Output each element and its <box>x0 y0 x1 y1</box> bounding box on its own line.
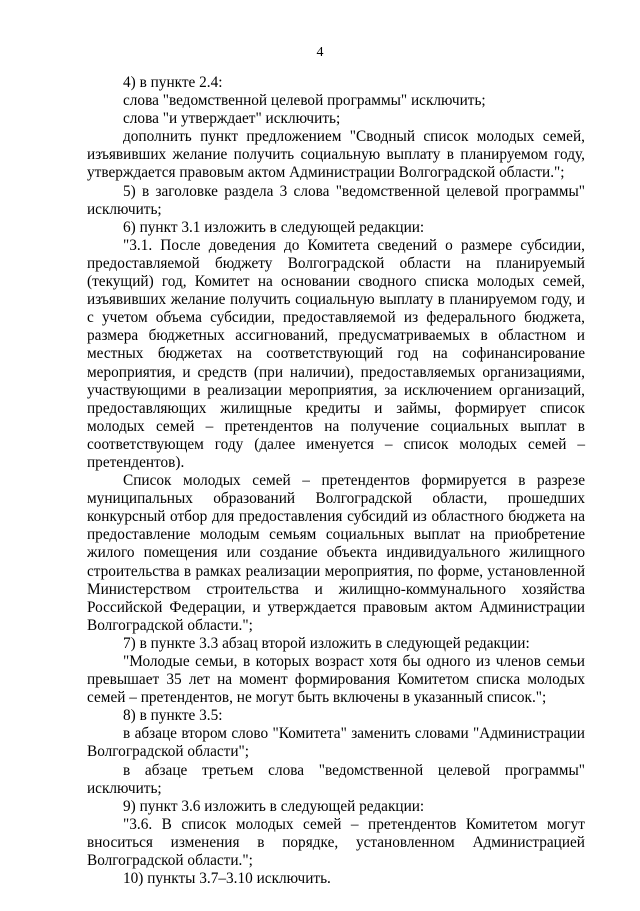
page-number: 4 <box>316 45 324 60</box>
paragraph-item-8: 8) в пункте 3.5: <box>123 707 223 725</box>
paragraph-add-sentence: дополнить пункт предложением "Сводный список молодых семей, изъявивших желание получить социальную выплату в планируемом году, утверждается правовым актом Администрации Волгоградской области."; <box>87 128 585 182</box>
paragraph-words-program: слова "ведомственной целевой программы" исключить; <box>123 92 486 110</box>
paragraph-clause-3-1: "3.1. После доведения до Комитета сведений о размере субсидии, предоставляемой бюджету Волгоградской области на планируемый (текущий) год, Комитет на основании сводного списка молодых семей, изъявивших желание получить социальную выплату в планируемом году, и с учетом объема субсидии, предоставляемой из федерального бюджета, размера бюджетных ассигнований, предусматриваемых в областном и местных бюджетах на соответствующий год на софинансирование мероприятия, и средств (при наличии), предоставляемых организациями, участвующими в реализации мероприятия, за исключением организаций, предоставляющих жилищные кредиты и займы, формирует список молодых семей – претендентов на получение социальных выплат в соответствующем году (далее именуется – список молодых семей – претендентов). <box>87 236 585 471</box>
paragraph-item-9: 9) пункт 3.6 изложить в следующей редакции: <box>123 797 425 815</box>
paragraph-item-4: 4) в пункте 2.4: <box>123 74 223 91</box>
paragraph-clause-3-6: "3.6. В список молодых семей – претендентов Комитетом могут вноситься изменения в порядке, установленном Администрацией Волгоградской области."; <box>87 815 585 870</box>
paragraph-second-abzac: в абзаце втором слово "Комитета" заменить словами "Администрации Волгоградской области"; <box>87 725 585 761</box>
paragraph-item-10: 10) пункты 3.7–3.10 исключить. <box>123 870 331 888</box>
paragraph-age-limit: "Молодые семьи, в которых возраст хотя бы одного из членов семьи превышает 35 лет на момент формирования Комитетом списка молодых семей – претендентов, не могут быть включены в указанный список."; <box>87 653 585 707</box>
paragraph-item-5: 5) в заголовке раздела 3 слова "ведомственной целевой программы" исключить; <box>87 182 585 218</box>
paragraph-applicants-list: Список молодых семей – претендентов формируется в разрезе муниципальных образований Волгоградской области, прошедших конкурсный отбор для предоставления субсидий из областного бюджета на предоставление молодым семьям социальных выплат на приобретение жилого помещения или создание объекта индивидуального жилищного строительства в рамках реализации мероприятия, по форме, установленной Министерством строительства и жилищно-коммунального хозяйства Российской Федерации, и утверждается правовым актом Администрации Волгоградской области."; <box>87 472 585 634</box>
paragraph-item-7: 7) в пункте 3.3 абзац второй изложить в следующей редакции: <box>123 634 530 652</box>
paragraph-words-approves: слова "и утверждает" исключить; <box>123 110 341 128</box>
paragraph-item-6: 6) пункт 3.1 изложить в следующей редакции: <box>123 218 425 236</box>
paragraph-third-abzac: в абзаце третьем слова "ведомственной целевой программы" исключить; <box>87 761 585 797</box>
